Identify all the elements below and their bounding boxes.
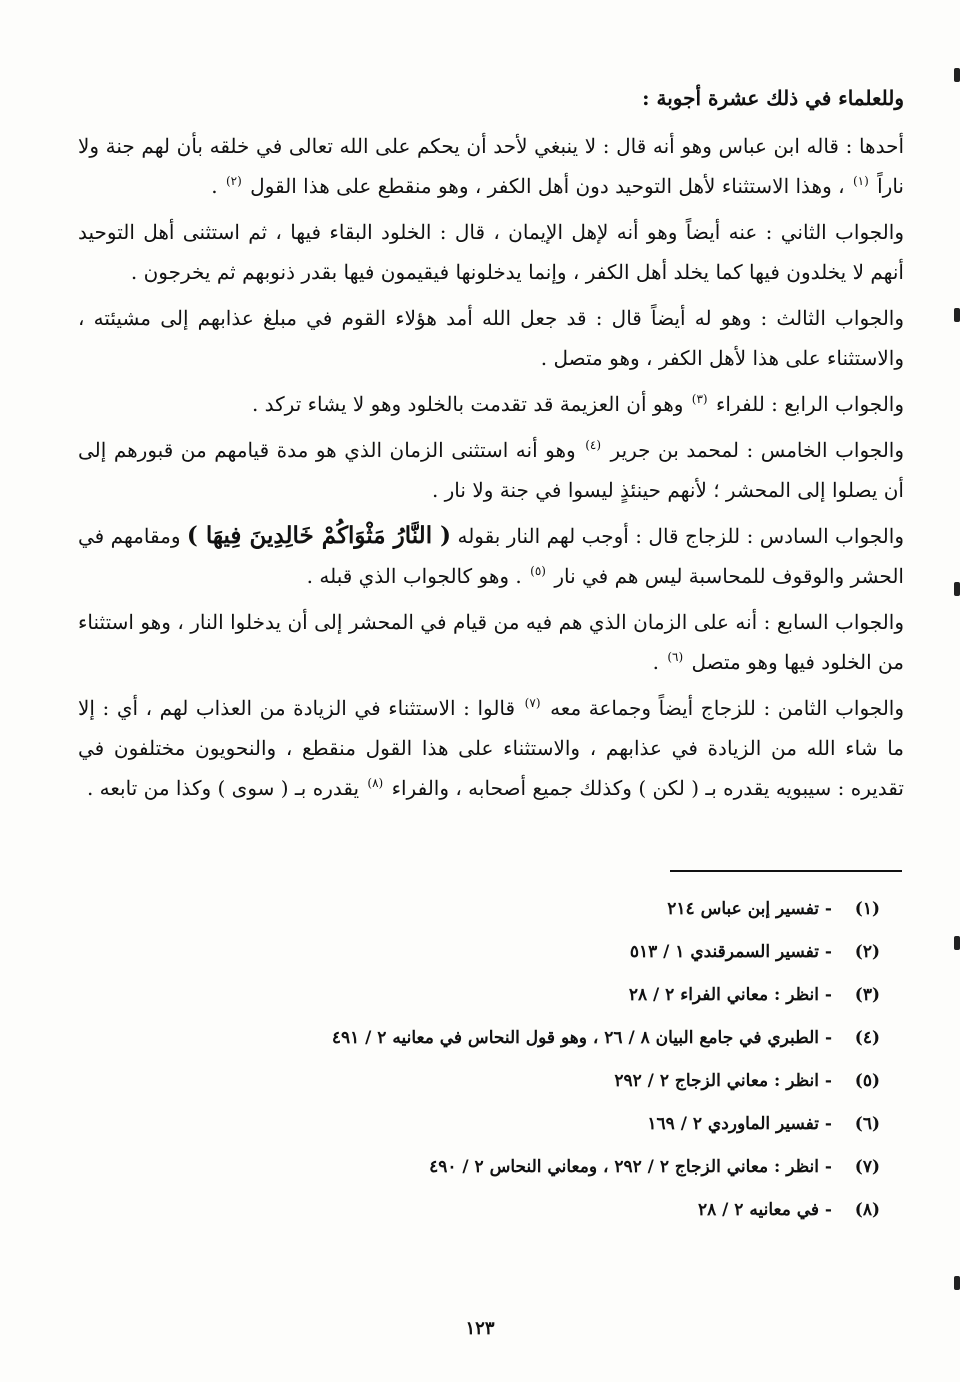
footnote-text: - الطبري في جامع البيان ٨ / ٢٦ ، وهو قول النحاس في معانيه ٢ / ٤٩١ [331,1028,832,1048]
footnote-number: (١) [854,899,880,919]
paragraph-answer-8 [78,688,904,808]
footnote-item [240,1103,880,1146]
paragraph-text: ومقامهم في الحشر والوقوف للمحاسبة ليس هم في نار [78,524,904,588]
footnote-number: (٥) [854,1071,880,1091]
footnote-number: (٨) [854,1200,880,1220]
paragraph-text: والجواب السابع : أنه على الزمان الذي هم فيه من قيام في المحشر إلى أن يدخلوا النار ، وهو استثناء من الخلود فيها وهو متصل [78,610,904,674]
paragraph-text: والجواب الثامن : للزجاج أيضاً وجماعة معه [550,696,905,720]
footnote-text: - تفسير إبن عباس ٢١٤ [667,899,832,919]
paragraph-answer-3 [78,298,904,378]
scan-edge-mark [954,308,960,322]
footnote-ref: (٤) [585,438,602,453]
paragraph-text: والجواب الخامس : لمحمد بن جرير [610,438,905,462]
footnote-text: - انظر : معاني الفراء ٢ / ٢٨ [628,985,832,1005]
footnote-text: - تفسير السمرقندي ١ / ٥١٣ [629,942,832,962]
footnote-item [240,1060,880,1103]
quran-verse: ( النَّارُ مَثْوَاكُمْ خَالِدِينَ فِيهَا ) [186,522,452,549]
paragraph-text: وهو أن العزيمة قد تقدمت بالخلود وهو لا يشاء تركد . [251,392,684,416]
scan-edge-mark [954,582,960,596]
footnote-number: (٤) [854,1028,880,1048]
paragraph-text: أحدها : قاله ابن عباس وهو أنه قال : لا ينبغي لأحد أن يحكم على الله تعالى في خلقه بأن لهم جنة ولا ناراً [78,134,904,198]
footnote-item [240,888,880,931]
footnote-ref: (٦) [667,650,684,665]
footnote-item [240,974,880,1017]
footnote-number: (٣) [854,985,880,1005]
footnote-ref: (٢) [225,174,242,189]
paragraph-text: . وهو كالجواب الذي قبله . [306,564,522,588]
footnote-ref: (٥) [530,564,546,579]
paragraph-text: والجواب الرابع : للفراء [715,392,904,416]
paragraph-text: وهو أنه استثنى الزمان الذي هو مدة قيامهم من قبورهم إلى أن يصلوا إلى المحشر ؛ لأنهم حينئذٍ ليسوا في جنة ولا نار . [78,438,904,502]
paragraph-text: يقدره بـ ( سوى ) وكذا من تابعه . [86,776,360,800]
footnote-ref: (٨) [367,776,384,791]
footnote-ref: (٧) [524,696,541,711]
footnotes-list [240,888,880,1232]
paragraph-answer-7 [78,602,904,682]
footnote-separator [670,870,902,872]
intro-line: وللعلماء في ذلك عشرة أجوبة : [642,86,904,110]
main-text [78,78,904,814]
paragraph-answer-1 [78,126,904,206]
scan-edge-mark [954,936,960,950]
paragraph-answer-6 [78,516,904,596]
paragraph-text: والجواب الثاني : عنه أيضاً وهو أنه لإهل الإيمان ، قال : الخلود البقاء فيها ، ثم استثنى أهل التوحيد أنهم لا يخلدون فيها كما يخلد أهل الكفر ، وإنما يدخلونها فيقيمون فيها بقدر ذنوبهم ثم يخرجون . [78,220,904,284]
footnote-item [240,1189,880,1232]
footnote-text: - انظر : معاني الزجاج ٢ / ٢٩٢ [614,1071,832,1091]
footnote-text: - تفسير الماوردي ٢ / ١٦٩ [647,1114,832,1134]
footnote-number: (٦) [854,1114,880,1134]
paragraph-text: والجواب الثالث : وهو له أيضاً قال : قد جعل الله أمد هؤلاء القوم في مبلغ عذابهم إلى مشيئته ، والاستثناء على هذا لأهل الكفر ، وهو متصل . [78,306,904,370]
paragraph-answer-4 [78,384,904,424]
footnote-item [240,1017,880,1060]
footnote-item [240,1146,880,1189]
scan-edge-mark [954,1276,960,1290]
paragraph-text: . [211,174,218,198]
scan-edge-mark [954,68,960,82]
page-number: ١٢٣ [465,1318,495,1339]
footnote-number: (٢) [854,942,880,962]
paragraph-answer-2 [78,212,904,292]
paragraph-text: والجواب السادس : للزجاج قال : أوجب لهم النار بقوله [457,524,904,548]
paragraph-answer-5 [78,430,904,510]
footnote-ref: (٣) [691,392,708,407]
paragraph-text: ، وهذا الاستثناء لأهل التوحيد دون أهل الكفر ، وهو منقطع على هذا القول [250,174,845,198]
paragraph-text: قالوا : الاستثناء في الزيادة من العذاب لهم ، أي : إلا ما شاء الله من الزيادة في عذابهم ، والاستثناء على هذا القول منقطع ، والنحويون مختلفون في تقديره : سيبويه يقدره بـ ( لكن ) وكذلك جميع أصحابه ، والفراء [78,696,904,800]
footnote-text: - في معانيه ٢ / ٢٨ [697,1200,832,1220]
footnote-text: - انظر : معاني الزجاج ٢ / ٢٩٢ ، ومعاني النحاس ٢ / ٤٩٠ [429,1157,832,1177]
paragraph-text: . [652,650,659,674]
footnote-item [240,931,880,974]
footnote-number: (٧) [854,1157,880,1177]
footnote-ref: (١) [852,174,869,189]
